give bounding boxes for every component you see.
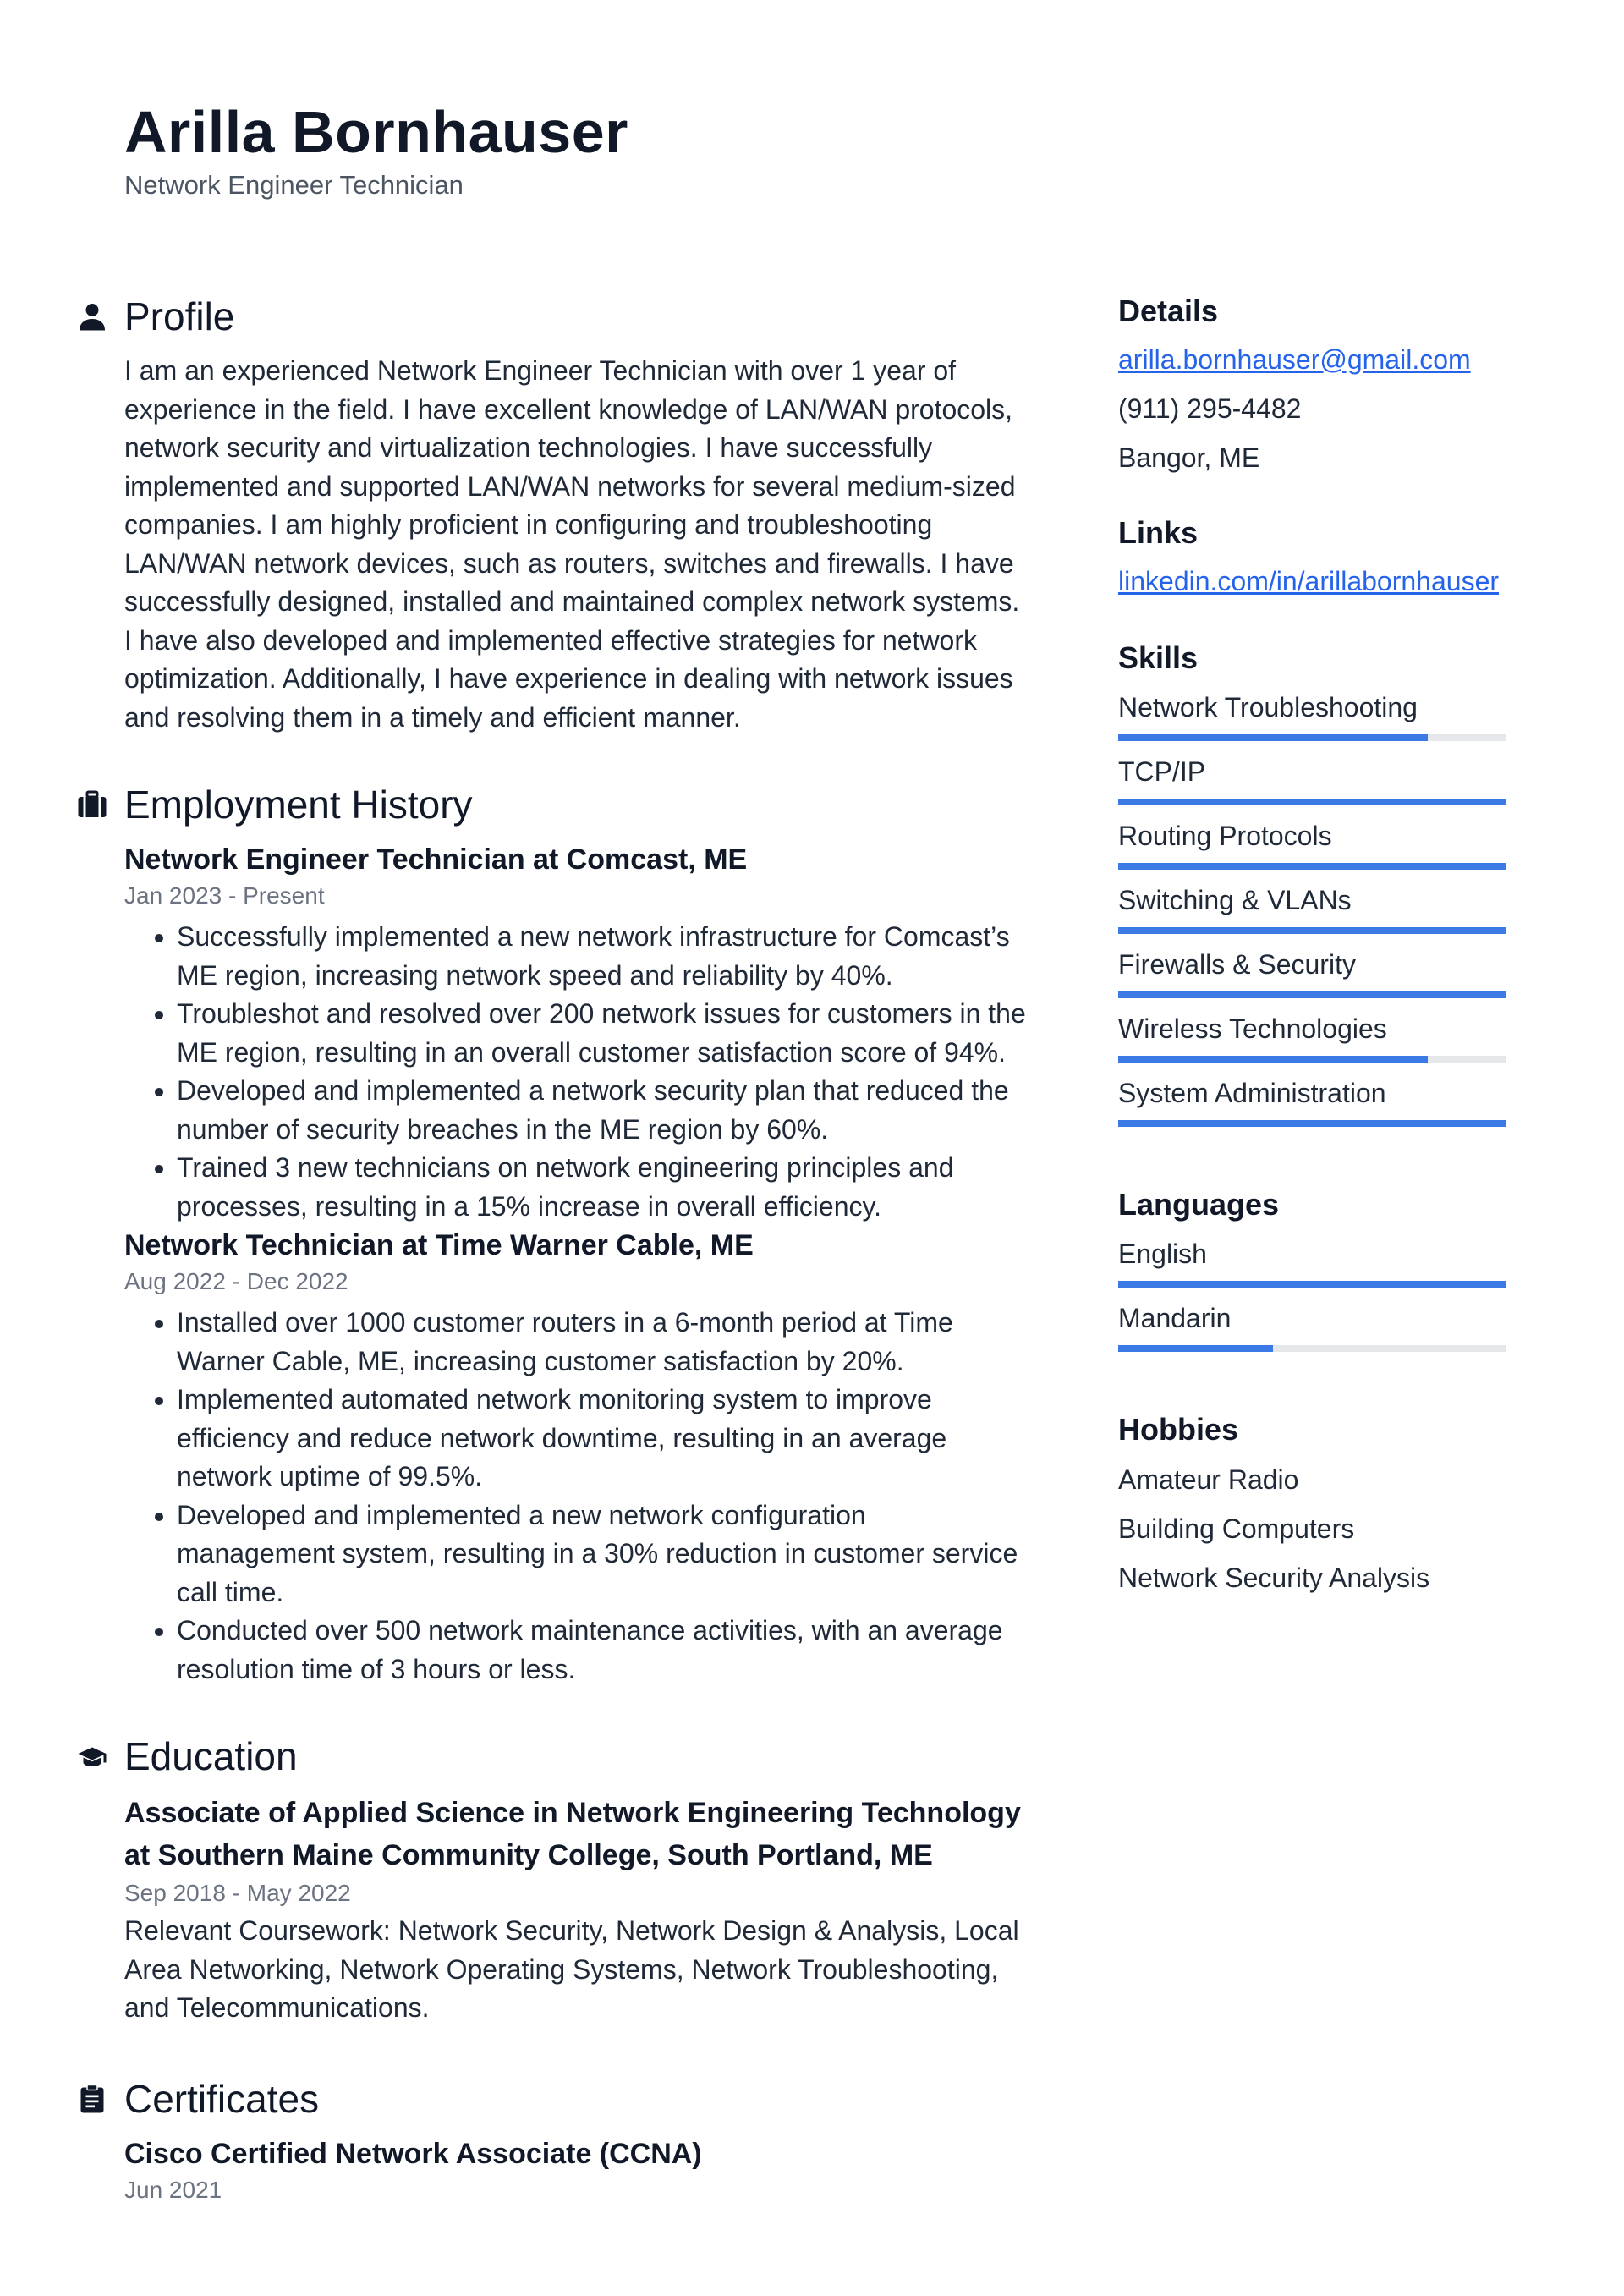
skill-item bbox=[1118, 1074, 1524, 1127]
list-item: • Successfully implemented a new network infrastructure for Comcast’s ME region, increasing network speed and reliability by 40%. bbox=[177, 918, 1029, 995]
degree-date: Sep 2018 - May 2022 bbox=[124, 1880, 351, 1906]
profile-section bbox=[124, 293, 1029, 737]
linkedin-link[interactable]: linkedin.com/in/arillabornhauser bbox=[1118, 566, 1500, 596]
skill-level-bar bbox=[1118, 1120, 1506, 1127]
person-icon bbox=[77, 301, 107, 332]
skill-label: Switching & VLANs bbox=[1118, 885, 1352, 915]
skill-item bbox=[1118, 946, 1524, 998]
hobby-item: Building Computers bbox=[1118, 1513, 1355, 1544]
skill-label: Network Troubleshooting bbox=[1118, 692, 1418, 722]
skill-level-fill bbox=[1118, 799, 1506, 805]
list-item: • Trained 3 new technicians on network engineering principles and processes, resulting in a 15% increase in overall efficiency. bbox=[177, 1149, 1029, 1226]
skills-list bbox=[1118, 689, 1524, 1127]
list-item: • Developed and implemented a network security plan that reduced the number of security breaches in the ME region by 60%. bbox=[177, 1072, 1029, 1149]
hobbies-title: Hobbies bbox=[1118, 1412, 1239, 1447]
skill-level-fill bbox=[1118, 863, 1506, 870]
certificates-heading bbox=[124, 2075, 1029, 2123]
language-level-bar bbox=[1118, 1345, 1506, 1352]
list-item: • Troubleshot and resolved over 200 network issues for customers in the ME region, resulting in an overall customer satisfaction score of 94%. bbox=[177, 995, 1029, 1072]
languages-section bbox=[1118, 1186, 1524, 1352]
skill-level-fill bbox=[1118, 991, 1506, 998]
location: Bangor, ME bbox=[1118, 442, 1260, 473]
language-item bbox=[1118, 1235, 1524, 1288]
phone-number: (911) 295-4482 bbox=[1118, 393, 1302, 424]
language-level-fill bbox=[1118, 1345, 1273, 1352]
employment-section bbox=[124, 781, 1029, 1689]
clipboard-icon bbox=[77, 2084, 107, 2114]
hobbies-section bbox=[1118, 1411, 1524, 1602]
skill-label: Wireless Technologies bbox=[1118, 1013, 1387, 1044]
skill-level-bar bbox=[1118, 734, 1506, 741]
skill-level-bar bbox=[1118, 991, 1506, 998]
skill-level-fill bbox=[1118, 1120, 1506, 1127]
language-level-bar bbox=[1118, 1281, 1506, 1288]
skill-label: TCP/IP bbox=[1118, 756, 1206, 787]
profile-title: Profile bbox=[124, 294, 235, 338]
language-label: English bbox=[1118, 1239, 1207, 1269]
skill-item bbox=[1118, 817, 1524, 870]
profile-heading bbox=[124, 293, 1029, 340]
education-heading bbox=[124, 1733, 1029, 1780]
job-entry bbox=[124, 1226, 1029, 1689]
skills-title: Skills bbox=[1118, 640, 1199, 675]
education-title: Education bbox=[124, 1734, 298, 1778]
skill-item bbox=[1118, 753, 1524, 805]
skill-label: Firewalls & Security bbox=[1118, 949, 1356, 980]
education-entry bbox=[124, 1792, 1029, 2028]
skill-level-fill bbox=[1118, 927, 1506, 934]
certificates-title: Certificates bbox=[124, 2076, 320, 2121]
degree-title: Associate of Applied Science in Network Engineering Technology at Southern Maine Community College, South Portland, ME bbox=[124, 1797, 1021, 1871]
details-title: Details bbox=[1118, 294, 1219, 328]
employment-heading bbox=[124, 781, 1029, 828]
employment-title: Employment History bbox=[124, 783, 473, 827]
candidate-name: Arilla Bornhauser bbox=[124, 99, 628, 165]
skill-level-fill bbox=[1118, 1056, 1428, 1063]
skills-section bbox=[1118, 640, 1524, 1127]
links-title: Links bbox=[1118, 515, 1199, 550]
skill-label: System Administration bbox=[1118, 1078, 1386, 1108]
list-item: • Implemented automated network monitoring system to improve efficiency and reduce network downtime, resulting in an average network uptime of 99.5%. bbox=[177, 1381, 1029, 1497]
degree-description: Relevant Coursework: Network Security, Network Design & Analysis, Local Area Networking, Network Operating Systems, Network Troubleshooting, and Telecommunications. bbox=[124, 1915, 1019, 2023]
languages-title: Languages bbox=[1118, 1187, 1280, 1222]
skill-item bbox=[1118, 1010, 1524, 1063]
skill-item bbox=[1118, 882, 1524, 934]
job-entry bbox=[124, 840, 1029, 1226]
list-item: • Developed and implemented a new network configuration management system, resulting in a 30% reduction in customer service call time. bbox=[177, 1497, 1029, 1612]
skill-level-bar bbox=[1118, 1056, 1506, 1063]
main-column bbox=[124, 293, 1029, 2207]
skill-item bbox=[1118, 689, 1524, 741]
links-section bbox=[1118, 514, 1524, 606]
candidate-title: Network Engineer Technician bbox=[124, 170, 464, 200]
sidebar-column bbox=[1118, 293, 1524, 1602]
job-title: Network Technician at Time Warner Cable, ME bbox=[124, 1229, 754, 1261]
job-date: Jan 2023 - Present bbox=[124, 882, 325, 909]
certificate-date: Jun 2021 bbox=[124, 2176, 222, 2203]
certificates-section bbox=[124, 2075, 1029, 2207]
job-date: Aug 2022 - Dec 2022 bbox=[124, 1268, 348, 1294]
skill-level-bar bbox=[1118, 927, 1506, 934]
language-level-fill bbox=[1118, 1281, 1506, 1288]
skill-level-fill bbox=[1118, 734, 1428, 741]
list-item: • Installed over 1000 customer routers in a 6-month period at Time Warner Cable, ME, increasing customer satisfaction by 20%. bbox=[177, 1304, 1029, 1381]
skill-label: Routing Protocols bbox=[1118, 821, 1332, 851]
email-link[interactable]: arilla.bornhauser@gmail.com bbox=[1118, 344, 1471, 375]
job-bullets bbox=[124, 1304, 1029, 1689]
job-bullets bbox=[124, 918, 1029, 1226]
languages-list bbox=[1118, 1235, 1524, 1352]
certificate-entry bbox=[124, 2134, 1029, 2207]
briefcase-icon bbox=[77, 789, 107, 820]
certificate-title: Cisco Certified Network Associate (CCNA) bbox=[124, 2137, 702, 2170]
education-section bbox=[124, 1733, 1029, 2028]
graduation-cap-icon bbox=[77, 1741, 107, 1771]
skill-level-bar bbox=[1118, 863, 1506, 870]
hobby-item: Amateur Radio bbox=[1118, 1464, 1299, 1495]
resume-header bbox=[124, 100, 628, 200]
skill-level-bar bbox=[1118, 799, 1506, 805]
language-item bbox=[1118, 1299, 1524, 1352]
list-item: • Conducted over 500 network maintenance activities, with an average resolution time of 3 hours or less. bbox=[177, 1612, 1029, 1689]
details-section bbox=[1118, 293, 1524, 482]
job-title: Network Engineer Technician at Comcast, ME bbox=[124, 843, 748, 876]
language-label: Mandarin bbox=[1118, 1303, 1232, 1333]
profile-text: I am an experienced Network Engineer Technician with over 1 year of experience in the field. I have excellent knowledge of LAN/WAN protocols, network security and virtualization technologies. I have successfully implemented and supported LAN/WAN networks for several medium-sized companies. I am highly proficient in configuring and troubleshooting LAN/WAN network devices, such as routers, switches and firewalls. I have successfully designed, installed and maintained complex network systems. I have also developed and implemented effective strategies for network optimization. Additionally, I have experience in dealing with network issues and resolving them in a timely and efficient manner. bbox=[124, 355, 1020, 733]
hobby-item: Network Security Analysis bbox=[1118, 1563, 1430, 1593]
hobbies-list bbox=[1118, 1455, 1524, 1602]
